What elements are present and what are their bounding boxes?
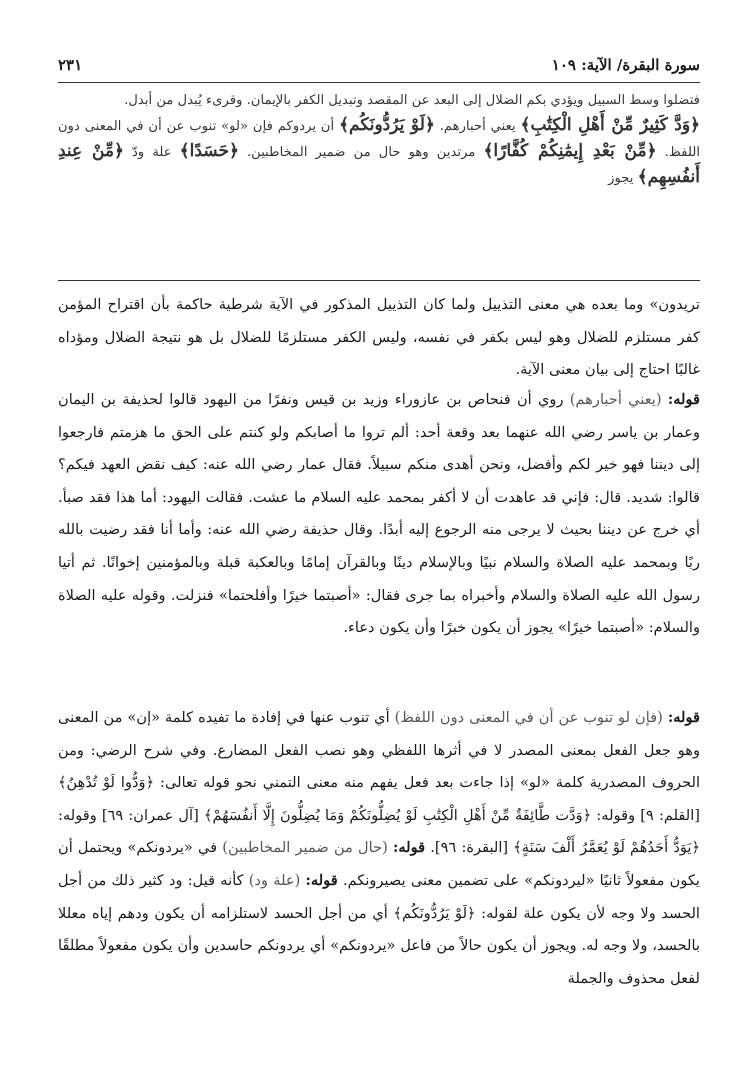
- header-divider: [58, 82, 700, 83]
- gloss-text: يعني أحبارهم.: [434, 119, 521, 134]
- ayah-quote: ﴿حَسَدًا﴾: [179, 141, 239, 161]
- tafsir-gloss: [58, 88, 700, 191]
- page-number: ٢٣١: [58, 56, 83, 74]
- commentary-text: كأنه قيل: ود كثير ذلك من أجل الحسد ولا وجه لأن يكون علة لقوله: ﴿لَوْ يَرُدُّونَكُم﴾ أي من أجل الحسد لاستلزامه أن يكون ودهم إياه معللا بالحسد، ولا وجه له. ويجوز أن يكون حالاً من فاعل «يردونكم» أي يردونكم حاسدين وأن يكون مفعولاً مطلقًا لفعل محذوف والجملة: [58, 871, 700, 987]
- ayah-quote: ﴿وَدَّ كَثِيرٌ مِّنْ أَهْلِ الْكِتَٰبِ﴾: [520, 115, 700, 135]
- quoted-phrase: (حال من ضمير المخاطبين): [217, 839, 393, 857]
- qawl-label: قوله:: [667, 709, 700, 726]
- gloss-text: أن يردوكم فإن «لو» تنوب عن أن في المعنى دون اللفظ.: [58, 119, 701, 160]
- gloss-paragraph-1: فتضلوا وسط السبيل ويؤدي بكم الضلال إلى البعد عن المقصد وتبديل الكفر بالإيمان. وقرىء يُبدل من أبدل.: [124, 93, 700, 108]
- page-header: [58, 56, 700, 78]
- commentary-text: أي تنوب عنها في إفادة ما تفيده كلمة «إن» من المعنى وهو جعل الفعل بمعنى المصدر لا في أثرها اللفظي وهو نصب الفعل المضارع. وفي شرح الرضي: ومن الحروف المصدرية كلمة «لو» إذا جاءت بعد فعل يفهم منه معنى التمني نحو قوله تعالى: ﴿وَدُّوا لَوْ تُدْهِنُ﴾ [القلم: ٩] وقوله: ﴿وَدَّت طَّائِفَةٌ مِّنْ أَهْلِ الْكِتَٰبِ لَوْ يُضِلُّونَكُمْ وَمَا يُضِلُّونَ إِلَّا أَنفُسَهُمْ﴾ [آل عمران: ٦٩] وقوله: ﴿يَوَدُّ أَحَدُهُمْ لَوْ يُعَمَّرُ أَلْفَ سَنَةٍ﴾ [البقرة: ٩٦].: [58, 709, 701, 857]
- footnote-divider: [58, 280, 700, 281]
- commentary-section-2: [58, 384, 700, 645]
- gloss-text: علة ودّ: [123, 145, 180, 160]
- commentary-paragraph: تريدون» وما بعده هي معنى التذييل ولما كان التذييل المذكور في الآية شرطية حاكمة بأن اقتراح المؤمن كفر مستلزم للضلال وهو ليس بكفر في نفسه، وليس الكفر مستلزمًا للضلال بل هو نتيجة الضلال ومؤداه غالبًا احتاج إلى بيان معنى الآية.: [58, 296, 700, 379]
- commentary-text: روي أن فنحاص بن عازوراء وزيد بن قيس ونفرًا من اليهود قالوا لحذيفة بن اليمان وعمار بن ياسر رضي الله عنهما بعد وقعة أحد: ألم تروا ما أصابكم ولو كنتم على الحق ما هزمتم فارجعوا إلى ديننا فهو خير لكم وأفضل، ونحن أهدى منكم سبيلاً. فقال عمار رضي الله عنه: كيف نقض العهد فيكم؟ قالوا: شديد. قال: فإني قد عاهدت أن لا أكفر بمحمد عليه السلام ما عشت. فقالت اليهود: أما هذا فقد صبأ. أي خرج عن ديننا بحيث لا يرجى منه الرجوع إليه أبدًا. وقال حذيفة رضي الله عنه: وأما أنا فقد رضيت بالله ربًا وبمحمد عليه الصلاة والسلام نبيًا وبالإسلام دينًا وبالقرآن إمامًا وبالعكبة قبلة وبالمؤمنين إخوانًا. ثم أتيا رسول الله عليه الصلاة والسلام وأخبراه بما جرى فقال: «أصبتما خيرًا وأفلحتما» فنزلت. وقوله عليه الصلاة والسلام: «أصبتما خيرًا» يجوز أن يكون خبرًا وأن يكون دعاء.: [58, 391, 700, 637]
- ayah-quote: ﴿مِّنْ عِندِ أَنفُسِهِم﴾: [58, 141, 700, 187]
- qawl-label: قوله:: [305, 871, 338, 889]
- commentary-section-1: [58, 289, 700, 387]
- qawl-label: قوله:: [667, 391, 700, 408]
- commentary-paragraph: [58, 384, 700, 645]
- gloss-text: يجوز: [608, 171, 638, 186]
- qawl-label: قوله:: [392, 839, 426, 857]
- gloss-paragraph-2: [58, 113, 700, 191]
- gloss-text: مرتدين وهو حال من ضمير المخاطبين.: [238, 145, 484, 160]
- commentary-text: في «يردونكم» ويحتمل أن يكون مفعولاً ثانيًا «ليردونكم» على تضمين معنى يصيرونكم.: [58, 839, 700, 889]
- quoted-phrase: (فإن لو تنوب عن أن في المعنى دون اللفظ): [389, 709, 668, 726]
- quoted-phrase: (يعني أحبارهم): [563, 391, 668, 408]
- commentary-section-3: [58, 702, 700, 995]
- ayah-quote: ﴿لَوْ يَرُدُّونَكُم﴾: [339, 115, 435, 135]
- surah-title: سورة البقرة/ الآية: ١٠٩: [551, 56, 700, 74]
- quoted-phrase: (علة ود): [243, 871, 306, 889]
- commentary-paragraph: [58, 702, 700, 995]
- ayah-quote: ﴿مِّنْ بَعْدِ إِيمَٰنِكُمْ كُفَّارًا﴾: [483, 141, 657, 161]
